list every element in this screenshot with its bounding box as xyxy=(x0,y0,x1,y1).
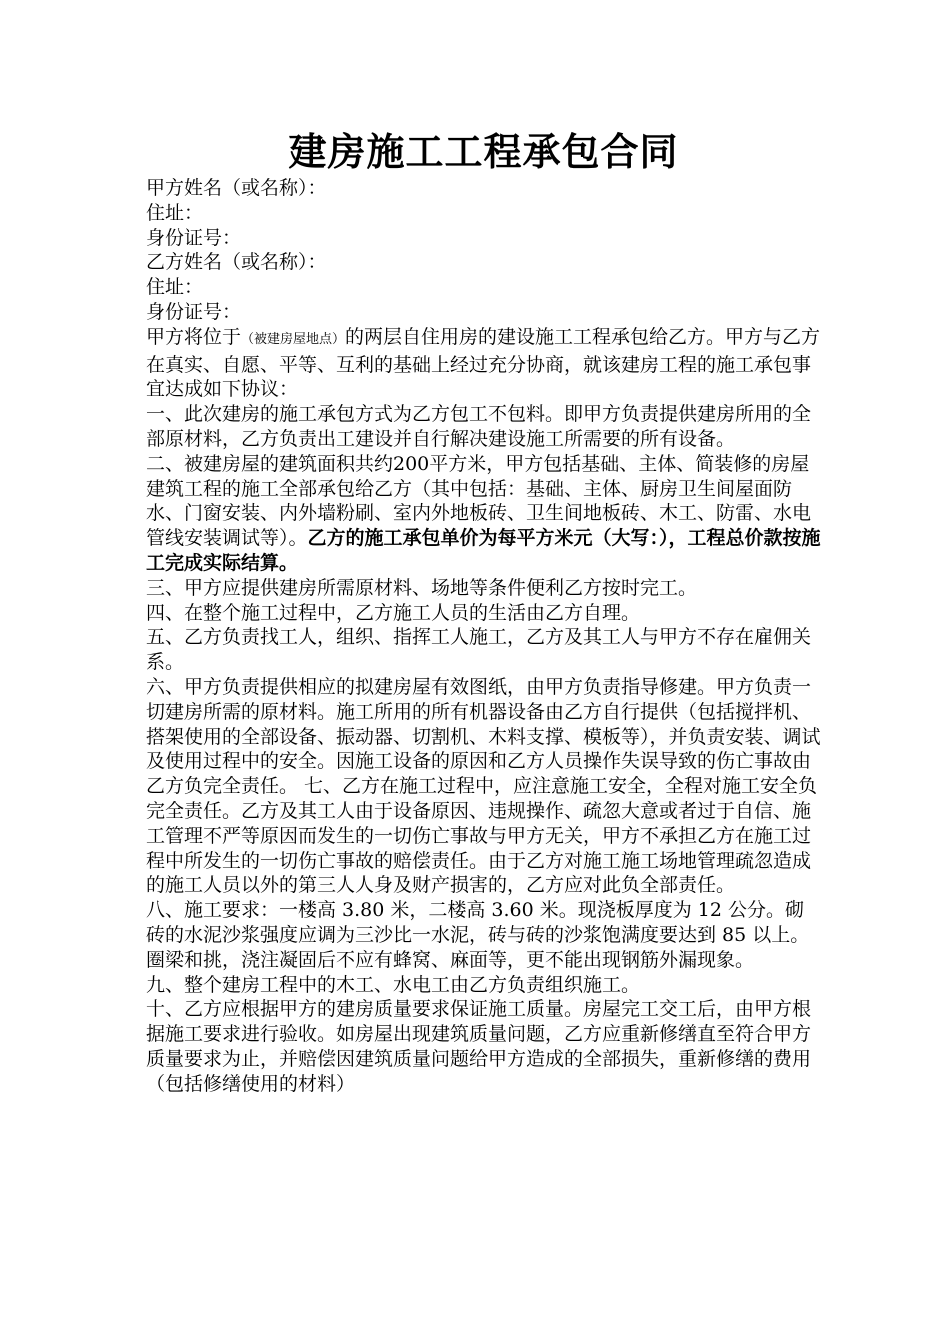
clause-10: 十、乙方应根据甲方的建房质量要求保证施工质量。房屋完工交工后，由甲方根据施工要求进行验收。如房屋出现建筑质量问题，乙方应重新修缮直至符合甲方质量要求为止，并赔偿因建筑质量问题给甲方造成的全部损失，重新修缮的费用（包括修缮使用的材料） xyxy=(146,998,812,1095)
party-b-address-label: 住址： xyxy=(146,276,204,299)
clause-2-text: 二、被建房屋的建筑面积共约200平方米，甲方包括基础、主体、简装修的房屋建筑工程的施工全部承包给乙方（其中包括：基础、主体、厨房卫生间屋面防水、门窗安装、内外墙粉刷、室内外地板砖、卫生间地板砖、木工、防雷、水电管线安装调试等）。 xyxy=(146,452,812,550)
clause-3: 三、甲方应提供建房所需原材料、场地等条件便利乙方按时完工。 xyxy=(146,576,698,599)
party-b-id-label: 身份证号： xyxy=(146,300,242,323)
location-placeholder: （被建房屋地点） xyxy=(241,331,346,347)
clause-2 xyxy=(146,452,821,576)
clause-1: 一、此次建房的施工承包方式为乙方包工不包料。即甲方负责提供建房所用的全部原材料，乙方负责出工建设并自行解决建设施工所需要的所有设备。 xyxy=(146,403,812,450)
party-a-id-label: 身份证号： xyxy=(146,226,242,249)
intro-before: 甲方将位于 xyxy=(146,325,242,348)
intro-after: 的两层自住用房的建设施工工程承包给乙方。甲方与乙方在真实、自愿、平等、互利的基础上经过充分协商，就该建房工程的施工承包事宜达成如下协议： xyxy=(146,325,821,401)
party-a-address-label: 住址： xyxy=(146,201,204,224)
contract-title: 建房施工工程承包合同 xyxy=(288,129,679,174)
clause-6-7: 六、甲方负责提供相应的拟建房屋有效图纸，由甲方负责指导修建。甲方负责一切建房所需的原材料。施工所用的所有机器设备由乙方自行提供（包括搅拌机、搭架使用的全部设备、振动器、切割机、木料支撑、模板等），并负责安装、调试及使用过程中的安全。因施工设备的原因和乙方人员操作失误导致的伤亡事故由乙方负完全责任。 七、乙方在施工过程中，应注意施工安全，全程对施工安全负完全责任。乙方及其工人由于设备原因、违规操作、疏忽大意或者过于自信、施工管理不严等原因而发生的一切伤亡事故与甲方无关，甲方不承担乙方在施工过程中所发生的一切伤亡事故的赔偿责任。由于乙方对施工施工场地管理疏忽造成的施工人员以外的第三人人身及财产损害的，乙方应对此负全部责任。 xyxy=(146,675,821,897)
clause-2-bold-text: 乙方的施工承包单价为每平方米元（大写：），工程总价款按施工完成实际结算。 xyxy=(146,527,821,574)
intro-paragraph xyxy=(146,325,821,402)
contract-page xyxy=(146,128,821,1096)
party-b-name-label: 乙方姓名（或名称）： xyxy=(146,251,327,274)
party-a-name-label: 甲方姓名（或名称）： xyxy=(146,177,327,199)
clause-5: 五、乙方负责找工人，组织、指挥工人施工，乙方及其工人与甲方不存在雇佣关系。 xyxy=(146,626,812,674)
clause-8: 八、施工要求：一楼高 3.80 米，二楼高 3.60 米。现浇板厚度为 12 公分。砌砖的水泥沙浆强度应调为三沙比一水泥，砖与砖的沙浆饱满度要达到 85 以上。圈梁和挑，浇注凝固后不应有蜂窝、麻面等，更不能出现钢筋外漏现象。 xyxy=(146,899,810,971)
clause-4: 四、在整个施工过程中，乙方施工人员的生活由乙方自理。 xyxy=(146,601,641,624)
contract-body xyxy=(146,176,821,1096)
clause-9: 九、整个建房工程中的木工、水电工由乙方负责组织施工。 xyxy=(146,973,641,996)
